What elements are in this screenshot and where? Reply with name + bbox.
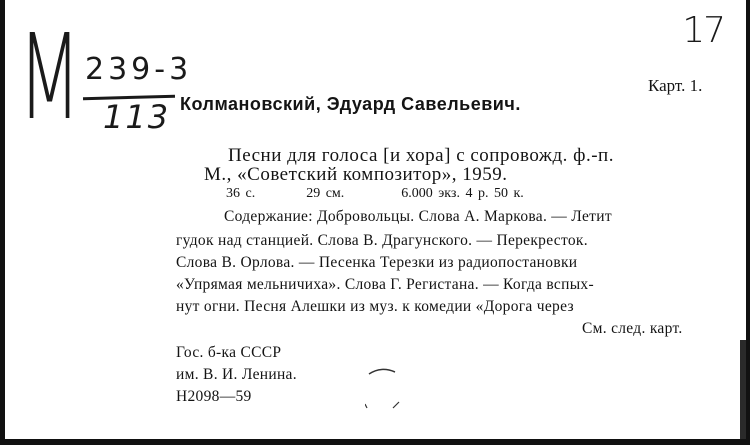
card-left-edge (0, 0, 5, 445)
contents-line: Содержание: Добровольцы. Слова А. Маркова. — Летит (224, 208, 612, 225)
title-line-1: Песни для голоса [и хора] с сопровожд. ф.-п. (228, 145, 614, 166)
extent-size: 29 см. (306, 186, 345, 201)
title-line-2: М., «Советский композитор», 1959. (204, 164, 508, 185)
page-number: 17 (682, 10, 724, 51)
card-bottom-edge (0, 439, 750, 445)
card-right-edge (746, 0, 750, 445)
contents-line: Слова В. Орлова. — Песенка Терезки из радиопостановки (176, 254, 578, 271)
extent-print-run: 6.000 экз. 4 р. 50 к. (401, 186, 524, 201)
continuation-note: См. след. карт. (582, 320, 683, 337)
library-line: Гос. б-ка СССР (176, 344, 282, 361)
contents-line: нут огни. Песня Алешки из муз. к комедии «Дорога через (176, 298, 574, 315)
library-line: Н2098—59 (176, 388, 252, 405)
shelfmark-letter: М (18, 8, 82, 146)
library-line: им. В. И. Ленина. (176, 366, 297, 383)
stray-pencil-marks (365, 362, 405, 422)
contents-line: гудок над станцией. Слова В. Драгунского. — Перекресток. (176, 232, 588, 249)
contents-line: «Упрямая мельничиха». Слова Г. Регистана. — Когда вспых- (176, 276, 594, 293)
physical-description (226, 186, 524, 202)
shelfmark-bottom: 113 (103, 98, 171, 136)
extent-pages: 36 с. (226, 186, 256, 201)
scan-shadow (740, 340, 746, 440)
shelfmark-top: 239-3 (85, 52, 193, 87)
card-label: Карт. 1. (648, 76, 703, 95)
author-heading: Колмановский, Эдуард Савельевич. (180, 94, 521, 114)
